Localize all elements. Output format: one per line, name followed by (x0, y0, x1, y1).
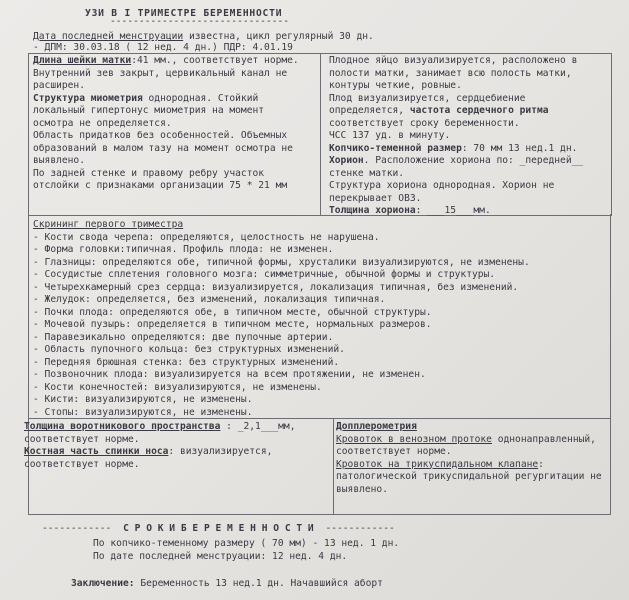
right-line: Плодное яйцо визуализируется, расположено в (329, 55, 578, 66)
screening-item: - Область пупочного кольца: без структурных изменений. (33, 344, 345, 355)
terms-ktr: По копчико-теменному размеру ( 70 мм) - 13 нед. 1 дн. (93, 538, 400, 549)
right-line: Структура хориона однородная. Хорион не (329, 180, 555, 191)
right-line: соответствует сроку беременности. (329, 117, 520, 129)
left-line: По задней стенке и правому ребру участок (33, 167, 265, 179)
screening-item: - Сосудистые сплетения головного мозга: симметричные, обычной формы и структуры. (33, 269, 496, 280)
tricuspid-label: Кровоток на трикуспидальном клапане (336, 458, 539, 470)
left-line: Внутренний зев закрыт, цервикальный канал не (33, 67, 288, 79)
screening-item: - Передняя брюшная стенка: без структурных изменений. (33, 356, 340, 368)
conclusion-line (71, 578, 383, 591)
screening-item: - Кости свода черепа: определяются, целостность не нарушена. (33, 231, 380, 243)
right-line: полости матки, занимает всю полость матки, (329, 67, 572, 79)
frame-right-line (610, 214, 611, 515)
right-line: ЧСС 137 уд. в минуту. (329, 130, 451, 141)
nasal-label: Костная часть спинки носа (24, 446, 169, 457)
right-column (329, 55, 583, 218)
myometrium-text: однородная. Стойкий (142, 92, 259, 104)
screening-item: - Глазницы: определяются обе, типичной формы, хрусталики визуализируются, не изменены. (33, 256, 530, 268)
bottom-box-bottom-line (28, 514, 611, 515)
dpm-line: - ДПМ: 30.03.18 ( 12 нед. 4 дн.) ПДР: 4.01.19 (33, 42, 293, 53)
ktr-text: : 70 мм 13 нед.1 дн. (461, 142, 578, 154)
right-line: контуры четкие, ровные. (329, 80, 462, 91)
left-line: расширен. (33, 80, 85, 91)
hr-prefix: определяется, (329, 105, 410, 116)
left-column (33, 55, 299, 193)
nuchal-value: : _2,1___мм, (220, 421, 296, 432)
nasal-text: : визуализируется, (168, 446, 273, 457)
screening-item: - Почки плода: определяются обе, в типичном месте, обычной структуры. (33, 306, 432, 318)
nuchal-label: Толщина воротникового пространства (24, 421, 221, 432)
terms-rule-left: ------------ (42, 523, 112, 534)
tricuspid-line: патологической трикуспидальной регургитации не (336, 471, 602, 482)
screening-item: - Кости конечностей: визуализируются, не изменены. (33, 381, 322, 393)
menstruation-label: Дата последней менструации (33, 31, 184, 42)
nuchal-norm: соответствует норме. (24, 433, 140, 445)
right-line: Плод визуализируется, сердцебиение (329, 92, 526, 104)
left-line: образований в малом тазу на момент осмотра не (33, 142, 293, 154)
tricuspid-line: выявлено. (336, 483, 388, 495)
hr-label: частота сердечного ритма (409, 105, 549, 116)
venous-label: Кровоток в венозном протоке (336, 433, 492, 445)
myometrium-label: Структура миометрия (33, 92, 143, 104)
thickness-label: Толщина хориона (329, 205, 416, 216)
screening-section (33, 219, 530, 419)
nasal-norm: соответствует норме. (24, 458, 140, 470)
screening-item: - Паравезикально определяются: две пупочные артерии. (33, 331, 334, 343)
bottom-box-divider (333, 418, 334, 515)
screening-item: - Кисти: визуализируются, не изменены. (33, 394, 253, 405)
venous-text: однонаправленный, (491, 433, 596, 445)
title-rule: ------------------------------- (110, 16, 290, 27)
top-box-divider (320, 53, 321, 215)
left-line: Область придатков без особенностей. Объемных (33, 130, 288, 141)
chorion-text: . Расположение хориона по: _передней__ (363, 155, 584, 166)
screening-item: - Четырехкамерный срез сердца: визуализируется, локализация типичная, без изменений. (33, 281, 519, 293)
screening-item: - Форма головки:типичная. Профиль плода: не изменен. (33, 244, 334, 255)
venous-norm: соответствует норме. (336, 446, 452, 457)
terms-rule-right: ------------ (325, 523, 395, 534)
bottom-box-top-line (28, 418, 611, 419)
neck-label: Длина шейки матки (33, 55, 132, 66)
neck-text: :41 мм., соответствует норме. (131, 55, 299, 66)
screening-item: - Позвоночник плода: визуализируется на всем протяжении, не изменен. (33, 369, 426, 380)
left-line: отслойки с признаками организации 75 * 21 мм (33, 180, 288, 191)
left-line: осмотра не определяется. (33, 117, 172, 129)
left-line: локальный гипертонус миометрия на момент (33, 105, 265, 116)
terms-lmp: По дате последней менструации: 12 нед. 4 дн. (93, 551, 348, 562)
nuchal-section (24, 421, 295, 471)
left-line: выявлено. (33, 155, 85, 166)
terms-title: С Р О К И Б Е Р Е М Е Н Н О С Т И (123, 523, 314, 534)
report-title: УЗИ В I ТРИМЕСТРЕ БЕРЕМЕННОСТИ (85, 8, 283, 19)
conclusion-text: Беременность 13 нед.1 дн. Начавшийся аборт (134, 578, 383, 589)
screening-title: Скрининг первого триместра (33, 219, 184, 230)
screening-item: - Мочевой пузырь: определяется в типичном месте, нормальных размеров. (33, 319, 432, 330)
screening-item: - Стопы: визуализируются, не изменены. (33, 406, 253, 418)
doppler-section (336, 421, 602, 496)
tricuspid-text: : (538, 458, 544, 470)
chorion-label: Хорион (329, 155, 364, 166)
doppler-title: Допплерометрия (336, 421, 417, 432)
terms-title-line (42, 523, 395, 536)
right-line: стенке матки. (329, 167, 405, 179)
ktr-label: Копчико-теменной размер (329, 142, 462, 154)
menstruation-text: известна, цикл регулярный 30 дн. (183, 31, 374, 42)
right-line: перекрывает ОВЗ. (329, 192, 422, 204)
screening-item: - Желудок: определяется, без изменений, локализация типичная. (33, 294, 386, 305)
conclusion-label: Заключение: (71, 578, 135, 589)
thickness-text: : ___15___мм. (415, 205, 491, 216)
